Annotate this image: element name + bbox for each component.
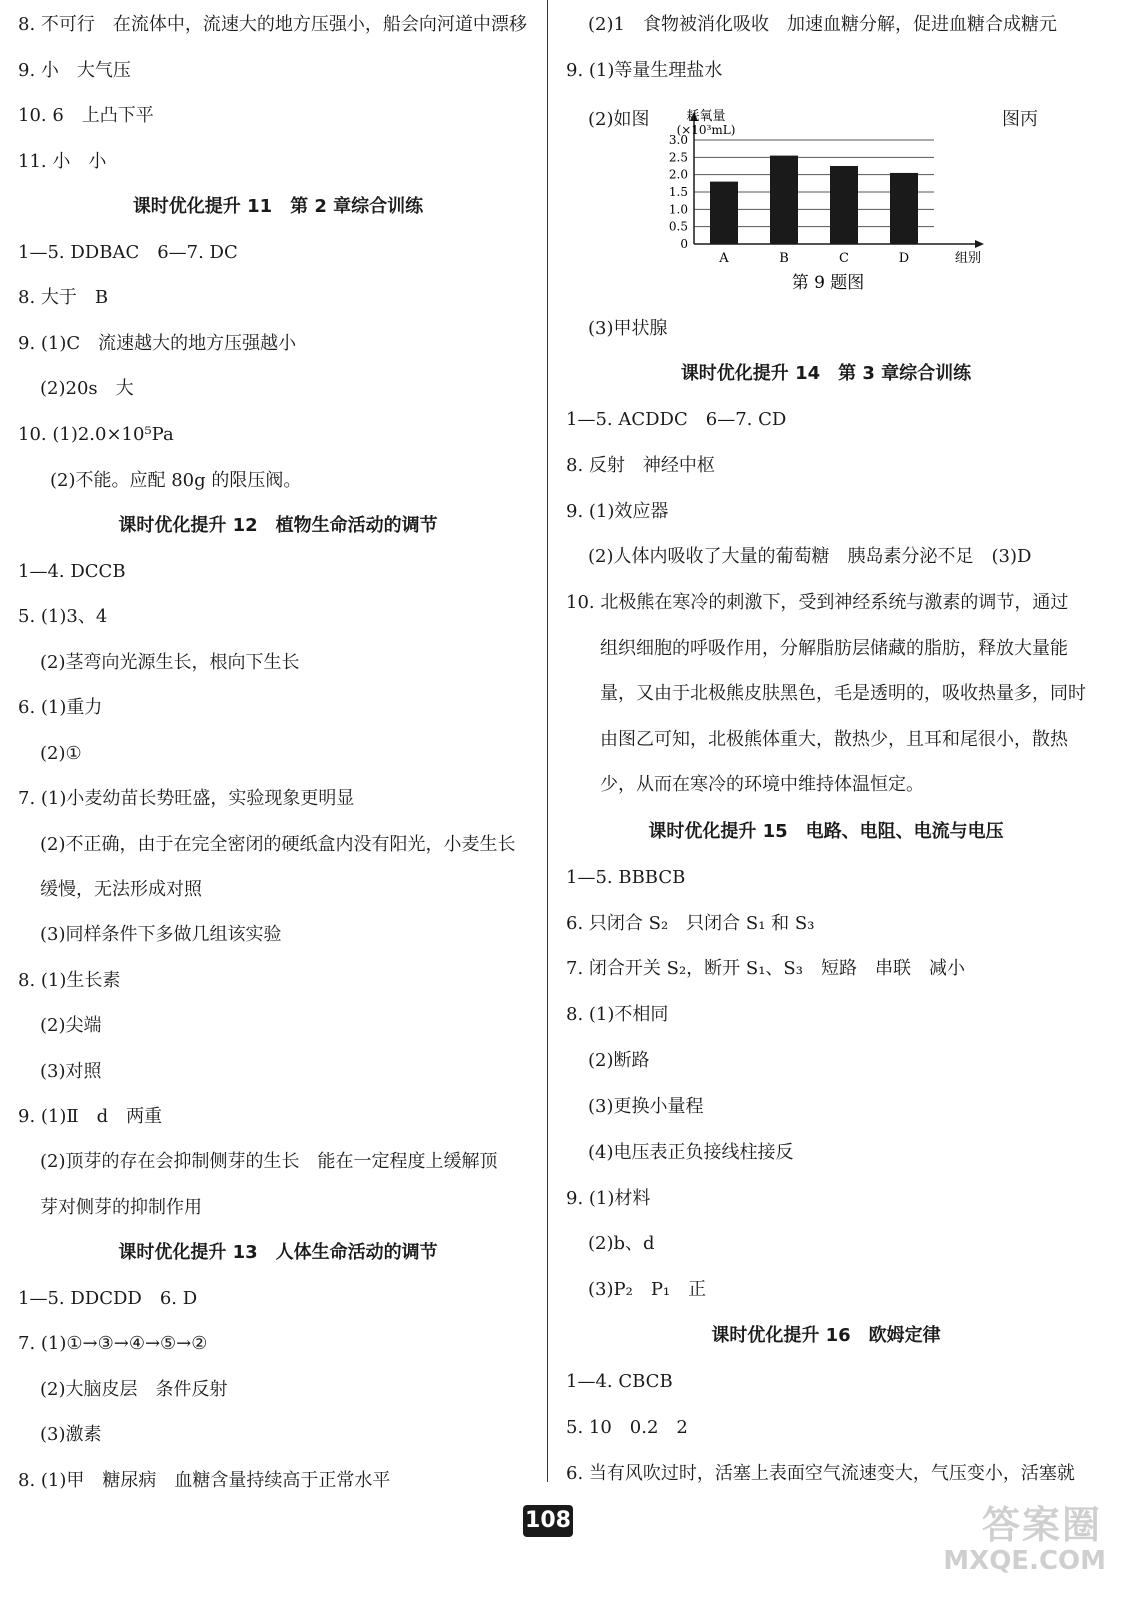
chart-ticks [669,133,688,251]
answer-line: 8. (1)生长素 [18,970,121,991]
answer-line: (3)甲状腺 [588,318,668,339]
answer-line: 1—5. ACDDC 6—7. CD [566,409,787,430]
answer-line: 9. (1)效应器 [566,501,669,522]
answer-line: 9. 小 大气压 [18,60,131,81]
answer-line: (2)b、d [588,1233,655,1254]
watermark-url: MXQE.COM [943,1546,1106,1576]
answer-line: (4)电压表正负接线柱接反 [588,1142,794,1163]
section-heading: 课时优化提升 14 第 3 章综合训练 [680,363,972,384]
watermark-text: 答案圈 [981,1503,1102,1547]
answer-line: (3)更换小量程 [588,1096,704,1117]
watermark-logo [930,1488,1110,1588]
answer-line: 1—5. DDBAC 6—7. DC [18,242,238,263]
answer-line: 10. 6 上凸下平 [18,105,154,126]
x-tick-label: C [839,251,849,266]
answer-line: (2)20s 大 [40,378,134,399]
answer-line: (2)① [40,743,82,764]
answer-line: 缓慢，无法形成对照 [40,879,202,900]
answer-line: 1—4. DCCB [18,561,126,582]
answer-line: 8. 反射 神经中枢 [566,455,715,476]
chart-categories [718,251,909,266]
answer-line: 9. (1)等量生理盐水 [566,60,723,81]
answer-line: 11. 小 小 [18,151,107,172]
answer-line: (2)大脑皮层 条件反射 [40,1379,228,1400]
paragraph-first-line: 10. 北极熊在寒冷的刺激下，受到神经系统与激素的调节，通过 [566,592,1069,613]
y-tick-label: 1.5 [668,185,688,199]
answer-line: (2)不能。应配 80g 的限压阀。 [50,470,302,491]
answer-line: 1—5. DDCDD 6. D [18,1288,198,1309]
x-tick-label: B [779,251,789,266]
page-number: 108 [523,1505,573,1537]
answer-line: (2)1 食物被消化吸收 加速血糖分解，促进血糖合成糖元 [588,14,1057,35]
answer-line: (3)P₂ P₁ 正 [588,1279,707,1300]
y-tick-label: 2.5 [668,150,688,165]
section-heading: 课时优化提升 12 植物生命活动的调节 [118,515,438,536]
y-tick-label: 2.0 [668,167,688,182]
answer-line: 10. (1)2.0×10⁵Pa [18,424,174,445]
answer-line: 7. 闭合开关 S₂，断开 S₁、S₃ 短路 串联 减小 [566,958,965,979]
y-tick-label: 0.5 [668,219,688,234]
answer-line: 7. (1)小麦幼苗长势旺盛，实验现象更明显 [18,788,355,809]
answer-line: (3)对照 [40,1061,102,1082]
answer-line: (2)顶芽的存在会抑制侧芽的生长 能在一定程度上缓解顶 [40,1151,498,1172]
answer-line: (2)人体内吸收了大量的葡萄糖 胰岛素分泌不足 (3)D [588,546,1032,567]
answer-line: 6. (1)重力 [18,697,103,718]
section-heading: 课时优化提升 16 欧姆定律 [711,1325,941,1346]
answer-line: (2)如图 [588,109,650,130]
answer-line: 5. (1)3、4 [18,606,108,627]
answer-line: 8. 不可行 在流体中，流速大的地方压强小，船会向河道中漂移 [18,14,527,35]
paragraph-body: 组织细胞的呼吸作用，分解脂肪层储藏的脂肪，释放大量能量，又由于北极熊皮肤黑色，毛是透明的，吸收热量多，同时由图乙可知，北极熊体重大，散热少，且耳和尾很小，散热少，从而在寒冷的环境中维持体温恒定。 [600,637,1086,796]
section-heading: 课时优化提升 13 人体生命活动的调节 [118,1242,438,1263]
answer-line: 6. 只闭合 S₂ 只闭合 S₁ 和 S₃ [566,913,815,934]
bar-A [710,182,738,244]
answer-line: 5. 10 0.2 2 [566,1417,688,1438]
bar-B [770,156,798,244]
chart-y-label: 耗氧量 [686,109,726,124]
answer-line: 8. (1)不相同 [566,1004,669,1025]
chart-caption: 第 9 题图 [791,273,865,293]
y-tick-label: 3.0 [668,133,688,147]
bar-C [830,166,858,244]
bar-D [890,173,918,244]
y-tick-label: 1.0 [668,202,688,217]
chart-x-label: 组别 [954,251,982,266]
answer-line: 8. 大于 B [18,287,109,308]
answer-line: 1—5. BBBCB [566,867,686,888]
answer-line: (2)不正确，由于在完全密闭的硬纸盒内没有阳光，小麦生长 [40,834,516,855]
answer-line: 9. (1)Ⅱ d 两重 [18,1106,163,1127]
section-heading: 课时优化提升 11 第 2 章综合训练 [132,196,424,217]
chart-bars [710,156,918,244]
answer-line: 1—4. CBCB [566,1371,673,1392]
answer-line: (3)同样条件下多做几组该实验 [40,924,282,945]
x-tick-label: D [898,251,910,266]
bar-chart [566,0,1086,300]
answer-line: 9. (1)C 流速越大的地方压强越小 [18,333,297,354]
answer-line: 6. 当有风吹过时，活塞上表面空气流速变大，气压变小，活塞就 [566,1463,1075,1484]
answer-line: (2)断路 [588,1050,650,1071]
answer-line: 7. (1)①→③→④→⑤→② [18,1333,208,1354]
answer-line: 8. (1)甲 糖尿病 血糖含量持续高于正常水平 [18,1470,391,1491]
x-tick-label: A [719,251,729,266]
answer-line: 9. (1)材料 [566,1188,651,1209]
answer-paragraph [566,580,1086,808]
answer-line: (3)激素 [40,1424,102,1445]
answer-line: (2)茎弯向光源生长，根向下生长 [40,652,300,673]
section-heading: 课时优化提升 15 电路、电阻、电流与电压 [648,821,1004,842]
answer-line: (2)尖端 [40,1015,102,1036]
x-axis-arrow [975,240,984,248]
column-divider [547,0,548,1482]
y-tick-label: 0 [680,237,688,251]
chart-y-unit: (×10³mL) [676,123,736,137]
figure-label: 图丙 [1002,109,1038,130]
answer-line: 芽对侧芽的抑制作用 [40,1197,202,1218]
